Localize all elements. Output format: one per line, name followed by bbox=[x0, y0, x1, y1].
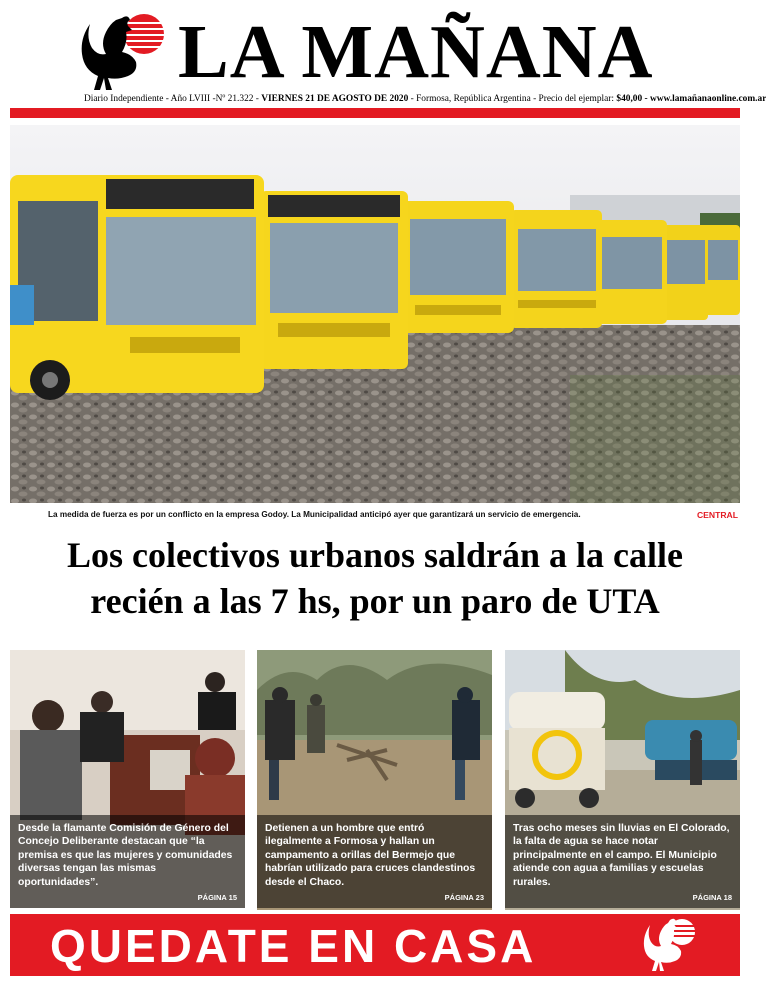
banner-text: QUEDATE EN CASA bbox=[50, 920, 537, 972]
story-text: Detienen a un hombre que entró ilegalmente a Formosa y hallan un campamento a orillas del Bermejo que habrían utilizado para cruces clandestinos desde el Chaco. bbox=[265, 823, 476, 888]
issue-info-line: Diario Independiente - Año LVIII -Nº 21.322 - VIERNES 21 DE AGOSTO DE 2020 - Formosa, República Argentina - Precio del ejemplar: $40,00 - www.lamañanaonline.com.ar bbox=[84, 94, 766, 104]
headline-line-2: recién a las 7 hs, por un paro de UTA bbox=[90, 581, 660, 621]
main-headline[interactable] bbox=[10, 532, 740, 624]
section-label[interactable]: CENTRAL bbox=[696, 510, 738, 520]
buses-photo-icon bbox=[10, 125, 740, 503]
story-card[interactable] bbox=[10, 650, 245, 908]
story-text: Tras ocho meses sin lluvias en El Colorado, la falta de agua se hace notar principalmente en el campo. El Municipio atiende con agua a familias y escuelas rurales. bbox=[513, 823, 730, 888]
rooster-logo-icon bbox=[72, 12, 172, 94]
story-card[interactable] bbox=[257, 650, 492, 908]
page-reference[interactable]: PÁGINA 18 bbox=[692, 893, 732, 902]
rooster-icon bbox=[638, 916, 702, 974]
website-url: - www.lamañanaonline.com.ar bbox=[642, 94, 766, 104]
main-photo bbox=[10, 125, 740, 503]
story-card[interactable] bbox=[505, 650, 740, 908]
masthead-red-rule bbox=[10, 108, 740, 118]
page-reference[interactable]: PÁGINA 15 bbox=[197, 893, 237, 902]
quedate-en-casa-banner bbox=[10, 914, 740, 976]
main-photo-caption: La medida de fuerza es por un conflicto en la empresa Godoy. La Municipalidad anticipó ayer que garantizará un servicio de emergencia. bbox=[48, 510, 581, 519]
newspaper-title: LA MAÑANA bbox=[178, 10, 654, 94]
masthead bbox=[0, 0, 766, 120]
page-reference[interactable]: PÁGINA 23 bbox=[444, 893, 484, 902]
headline-line-1: Los colectivos urbanos saldrán a la calle bbox=[66, 535, 683, 575]
story-text: Desde la flamante Comisión de Género del Concejo Deliberante destacan que “la premisa es que las mujeres y comunidades diversas tengan las mismas oportunidades”. bbox=[18, 823, 233, 888]
issue-date: VIERNES 21 DE AGOSTO DE 2020 bbox=[261, 94, 409, 104]
issue-price: $40,00 bbox=[616, 94, 643, 104]
